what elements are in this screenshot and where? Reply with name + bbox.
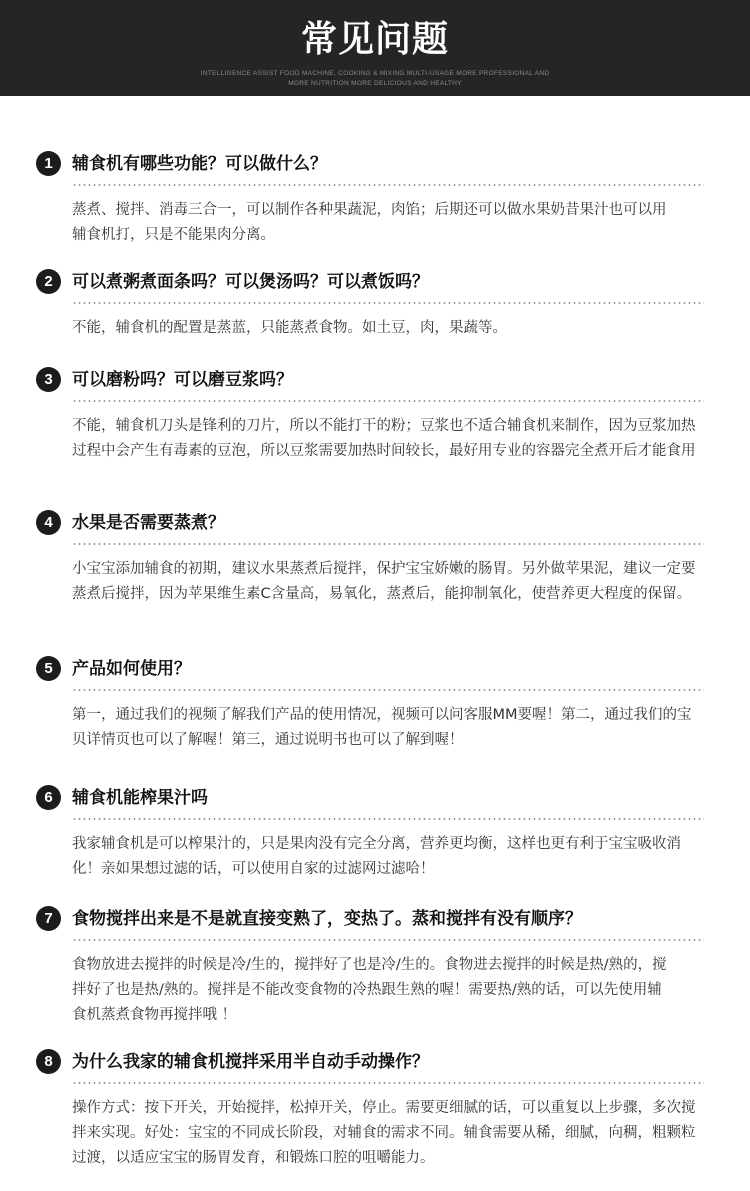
- faq-number-badge: 1: [36, 151, 61, 176]
- faq-answer: 我家辅食机是可以榨果汁的，只是果肉没有完全分离，营养更均衡，这样也更有利于宝宝吸收消化！亲如果想过滤的话，可以使用自家的过滤网过滤哈！: [72, 836, 681, 877]
- faq-item-4: [36, 509, 704, 602]
- faq-number-badge: 3: [36, 367, 61, 392]
- faq-item-1: [36, 150, 704, 243]
- faq-answer: 食物放进去搅拌的时候是冷/生的，搅拌好了也是冷/生的。食物进去搅拌的时候是热/熟的，搅拌好了也是热/熟的。搅拌是不能改变食物的冷热跟生熟的喔！需要热/熟的话，可以先使用辅食机蒸煮食物再搅拌哦 ！: [72, 957, 667, 1023]
- faq-question: 产品如何使用？: [72, 659, 191, 679]
- faq-question: 可以煮粥煮面条吗？可以煲汤吗？可以煮饭吗？: [72, 272, 429, 292]
- header-subtitle: [0, 69, 750, 89]
- faq-item-7: [36, 905, 704, 1023]
- dotted-divider: [72, 399, 704, 403]
- faq-number-badge: 5: [36, 656, 61, 681]
- faq-question: 为什么我家的辅食机搅拌采用半自动手动操作？: [72, 1052, 429, 1072]
- header-subtitle-line-2: MORE NUTRITION MORE DELICIOUS AND HEALTHY: [288, 80, 462, 87]
- faq-answer: 蒸煮、搅拌、消毒三合一，可以制作各种果蔬泥，肉馅；后期还可以做水果奶昔果汁也可以用辅食机打，只是不能果肉分离。: [72, 202, 667, 243]
- faq-number-badge: 6: [36, 785, 61, 810]
- header-subtitle-line-1: INTELLIGENCE ASSIST FOOD MACHINE, COOKING & MIXING MULTI-USAGE MORE PROFESSIONAL AND: [200, 70, 550, 77]
- faq-answer: 不能，辅食机的配置是蒸蓝，只能蒸煮食物。如土豆，肉，果蔬等。: [72, 320, 507, 336]
- faq-answer: 第一，通过我们的视频了解我们产品的使用情况，视频可以问客服MM要喔！第二，通过我们的宝贝详情页也可以了解喔！第三，通过说明书也可以了解到喔！: [72, 707, 692, 748]
- faq-number-badge: 2: [36, 269, 61, 294]
- page-title: 常见问题: [300, 19, 449, 60]
- dotted-divider: [72, 301, 704, 305]
- faq-question: 可以磨粉吗？可以磨豆浆吗？: [72, 370, 293, 390]
- dotted-divider: [72, 1081, 704, 1085]
- dotted-divider: [72, 542, 704, 546]
- dotted-divider: [72, 688, 704, 692]
- faq-question: 辅食机有哪些功能？可以做什么？: [72, 154, 327, 174]
- faq-item-3: [36, 366, 704, 459]
- dotted-divider: [72, 817, 704, 821]
- faq-answer: 不能，辅食机刀头是锋利的刀片，所以不能打干的粉；豆浆也不适合辅食机来制作，因为豆浆加热过程中会产生有毒素的豆泡，所以豆浆需要加热时间较长，最好用专业的容器完全煮开后才能食用: [72, 418, 696, 459]
- faq-item-8: [36, 1048, 704, 1166]
- faq-answer: 操作方式：按下开关，开始搅拌，松掉开关，停止。需要更细腻的话，可以重复以上步骤，多次搅拌来实现。好处：宝宝的不同成长阶段，对辅食的需求不同。辅食需要从稀，细腻，向稠，粗颗粒过渡，以适应宝宝的肠胃发育，和锻炼口腔的咀嚼能力。: [72, 1100, 696, 1166]
- faq-item-6: [36, 784, 704, 877]
- faq-number-badge: 4: [36, 510, 61, 535]
- faq-number-badge: 8: [36, 1049, 61, 1074]
- faq-question: 食物搅拌出来是不是就直接变熟了，变热了。蒸和搅拌有没有顺序？: [72, 909, 582, 929]
- page-header: [0, 0, 750, 96]
- faq-item-5: [36, 655, 704, 748]
- faq-number-badge: 7: [36, 906, 61, 931]
- faq-question: 辅食机能榨果汁吗: [72, 788, 208, 808]
- faq-item-2: [36, 268, 704, 336]
- dotted-divider: [72, 938, 704, 942]
- dotted-divider: [72, 183, 704, 187]
- faq-question: 水果是否需要蒸煮？: [72, 513, 225, 533]
- faq-answer: 小宝宝添加辅食的初期，建议水果蒸煮后搅拌，保护宝宝娇嫩的肠胃。另外做苹果泥，建议一定要蒸煮后搅拌，因为苹果维生素C含量高，易氧化，蒸煮后，能抑制氧化，使营养更大程度的保留。: [72, 561, 696, 602]
